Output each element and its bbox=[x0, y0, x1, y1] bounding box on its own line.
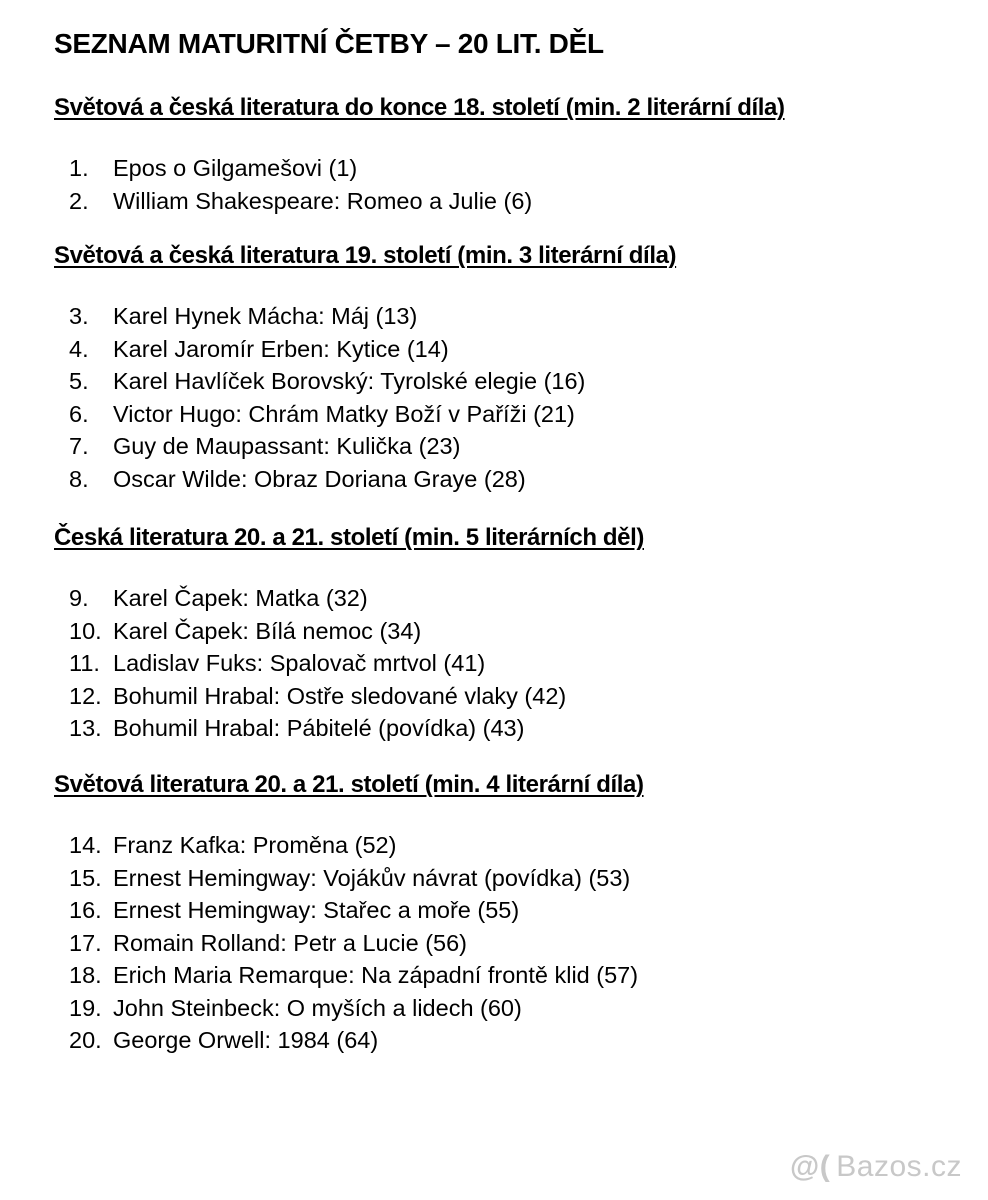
item-number: 5. bbox=[69, 368, 89, 394]
page-title: SEZNAM MATURITNÍ ČETBY – 20 LIT. DĚL bbox=[54, 28, 604, 59]
item-number: 6. bbox=[69, 400, 89, 427]
item-number: 2. bbox=[69, 187, 89, 214]
item-number: 17. bbox=[69, 929, 102, 956]
section-heading: Světová a česká literatura do konce 18. století (min. 2 literární díla) bbox=[54, 94, 785, 121]
item-number: 11. bbox=[69, 650, 100, 676]
item-text: Karel Čapek: Bílá nemoc (34) bbox=[113, 617, 422, 644]
item-number: 16. bbox=[69, 897, 102, 923]
item-text: Epos o Gilgamešovi (1) bbox=[113, 155, 358, 181]
item-number: 1. bbox=[69, 155, 89, 181]
item-text: Erich Maria Remarque: Na západní frontě klid (57) bbox=[113, 962, 639, 988]
item-number: 13. bbox=[69, 715, 102, 741]
item-text: Franz Kafka: Proměna (52) bbox=[113, 832, 397, 858]
item-number: 3. bbox=[69, 303, 89, 329]
section-heading: Česká literatura 20. a 21. století (min. 5 literárních děl) bbox=[54, 524, 644, 551]
item-text: Ernest Hemingway: Vojákův návrat (povídka) (53) bbox=[113, 864, 631, 891]
item-text: Ernest Hemingway: Stařec a moře (55) bbox=[113, 897, 520, 923]
item-text: Karel Čapek: Matka (32) bbox=[113, 585, 368, 611]
item-number: 14. bbox=[69, 832, 102, 858]
item-text: George Orwell: 1984 (64) bbox=[113, 1027, 379, 1053]
item-text: Karel Hynek Mácha: Máj (13) bbox=[113, 303, 418, 329]
item-number: 18. bbox=[69, 962, 102, 988]
item-number: 20. bbox=[69, 1027, 102, 1053]
bazos-logo-icon: @( bbox=[790, 1150, 831, 1183]
item-text: Bohumil Hrabal: Pábitelé (povídka) (43) bbox=[113, 715, 525, 741]
item-number: 12. bbox=[69, 682, 102, 709]
item-text: Karel Jaromír Erben: Kytice (14) bbox=[113, 335, 449, 362]
item-text: Karel Havlíček Borovský: Tyrolské elegie (16) bbox=[113, 368, 586, 394]
item-text: Romain Rolland: Petr a Lucie (56) bbox=[113, 929, 467, 956]
item-number: 19. bbox=[69, 994, 102, 1021]
item-text: Guy de Maupassant: Kulička (23) bbox=[113, 433, 461, 459]
section-heading: Světová a česká literatura 19. století (min. 3 literární díla) bbox=[54, 242, 677, 269]
item-text: Bohumil Hrabal: Ostře sledované vlaky (42) bbox=[113, 682, 567, 709]
item-text: Victor Hugo: Chrám Matky Boží v Paříži (21) bbox=[113, 400, 575, 427]
watermark-text: Bazos.cz bbox=[836, 1150, 962, 1183]
item-number: 9. bbox=[69, 585, 89, 611]
item-number: 8. bbox=[69, 465, 89, 492]
item-number: 15. bbox=[69, 864, 102, 891]
item-text: Ladislav Fuks: Spalovač mrtvol (41) bbox=[113, 650, 486, 676]
item-text: Oscar Wilde: Obraz Doriana Graye (28) bbox=[113, 465, 526, 492]
watermark bbox=[790, 1150, 962, 1184]
section-heading: Světová literatura 20. a 21. století (min. 4 literární díla) bbox=[54, 771, 644, 798]
item-text: John Steinbeck: O myších a lidech (60) bbox=[113, 994, 522, 1021]
item-number: 7. bbox=[69, 433, 89, 459]
item-number: 10. bbox=[69, 617, 102, 644]
item-text: William Shakespeare: Romeo a Julie (6) bbox=[113, 187, 533, 214]
item-number: 4. bbox=[69, 335, 89, 362]
